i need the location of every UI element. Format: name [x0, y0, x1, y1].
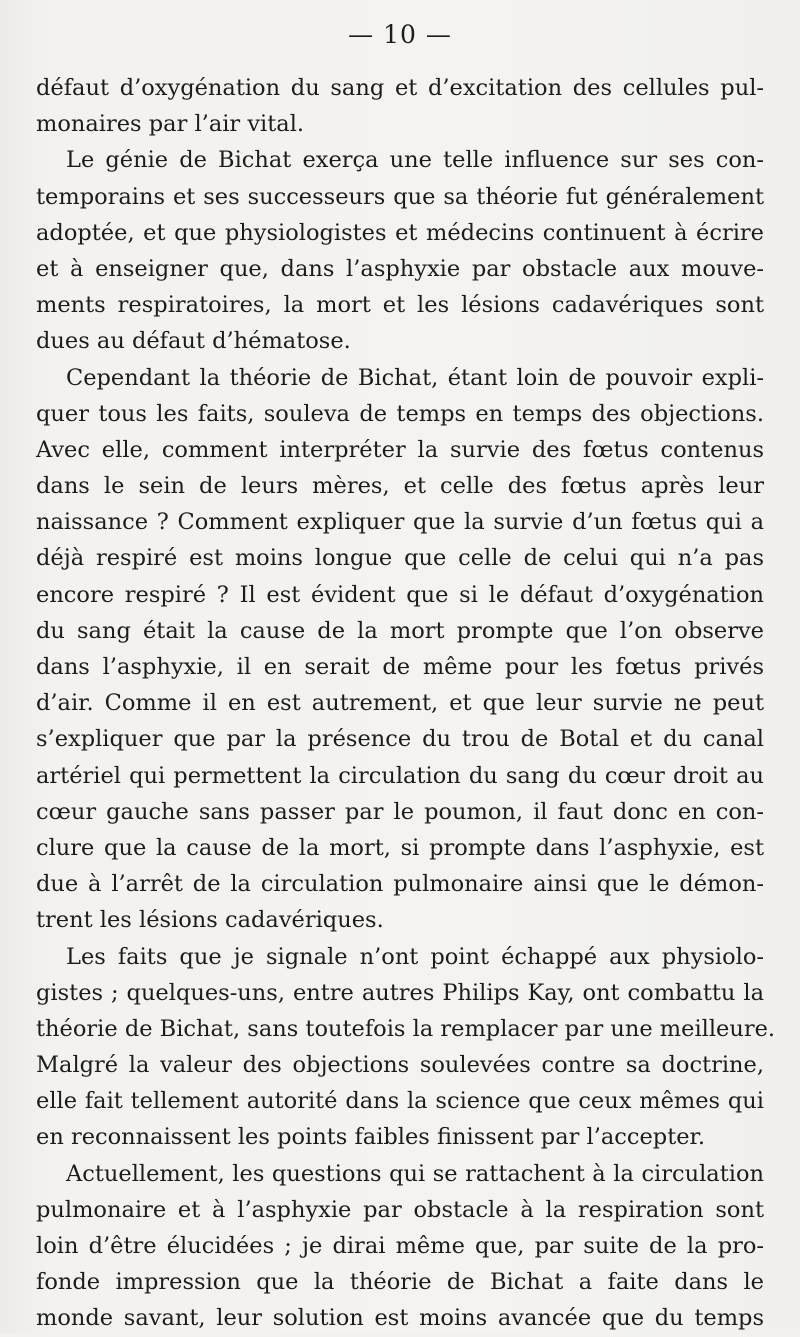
- text-line: Les faits que je signale n’ont point échappé aux physiolo-: [66, 943, 764, 970]
- text-line: cœur gauche sans passer par le poumon, il faut donc en con-: [36, 798, 764, 825]
- text-line: Le génie de Bichat exerça une telle influence sur ses con-: [66, 147, 764, 174]
- text-line: défaut d’oxygénation du sang et d’excitation des cellules pul-: [36, 75, 764, 101]
- text-line: adoptée, et que physiologistes et médecins continuent à écrire: [36, 219, 764, 246]
- text-line: monaires par l’air vital.: [36, 111, 305, 138]
- text-line: gistes ; quelques-uns, entre autres Philips Kay, ont combattu la: [36, 979, 764, 1006]
- body-text: [36, 70, 776, 1337]
- page-number: — 10 —: [348, 20, 452, 49]
- text-line: dans le sein de leurs mères, et celle des fœtus après leur: [36, 473, 764, 500]
- text-line: Actuellement, les questions qui se rattachent à la circulation: [66, 1160, 764, 1187]
- text-line: due à l’arrêt de la circulation pulmonaire ainsi que le démon-: [36, 871, 764, 898]
- text-line: artériel qui permettent la circulation du sang du cœur droit au: [36, 762, 764, 789]
- text-line: pulmonaire et à l’asphyxie par obstacle à la respiration sont: [36, 1196, 764, 1223]
- text-line: clure que la cause de la mort, si prompte dans l’asphyxie, est: [36, 834, 764, 861]
- text-line: d’air. Comme il en est autrement, et que leur survie ne peut: [36, 690, 764, 717]
- text-line: Cependant la théorie de Bichat, étant loin de pouvoir expli-: [66, 364, 764, 391]
- text-line: et à enseigner que, dans l’asphyxie par obstacle aux mouve-: [36, 255, 764, 282]
- text-line: théorie de Bichat, sans toutefois la remplacer par une meilleure.: [36, 1015, 776, 1042]
- text-line: trent les lésions cadavériques.: [36, 907, 384, 934]
- paragraph: [36, 360, 764, 939]
- text-line: en reconnaissent les points faibles finissent par l’accepter.: [36, 1124, 705, 1151]
- text-line: Avec elle, comment interpréter la survie des fœtus contenus: [36, 436, 764, 463]
- text-line: loin d’être élucidées ; je dirai même que, par suite de la pro-: [36, 1233, 764, 1259]
- text-line: ments respiratoires, la mort et les lésions cadavériques sont: [36, 292, 764, 319]
- text-line: encore respiré ? Il est évident que si le défaut d’oxygénation: [36, 581, 764, 608]
- paragraph: [36, 142, 764, 359]
- text-line: dans l’asphyxie, il en serait de même pour les fœtus privés: [36, 654, 764, 680]
- text-line: quer tous les faits, souleva de temps en temps des objections.: [36, 400, 764, 427]
- paragraph: [36, 1156, 764, 1337]
- text-line: du sang était la cause de la mort prompte que l’on observe: [36, 617, 764, 644]
- text-line: temporains et ses successeurs que sa théorie fut généralement: [36, 183, 764, 210]
- text-line: dues au défaut d’hématose.: [36, 328, 351, 355]
- text-line: Malgré la valeur des objections soulevées contre sa doctrine,: [36, 1052, 764, 1079]
- text-line: déjà respiré est moins longue que celle de celui qui n’a pas: [36, 545, 764, 572]
- text-line: elle fait tellement autorité dans la science que ceux mêmes qui: [36, 1088, 764, 1115]
- text-line: s’expliquer que par la présence du trou de Botal et du canal: [36, 726, 764, 753]
- text-line: fonde impression que la théorie de Bichat a faite dans le: [36, 1269, 764, 1296]
- paragraph: [36, 70, 764, 142]
- paragraph: [36, 939, 776, 1156]
- text-line: naissance ? Comment expliquer que la survie d’un fœtus qui a: [36, 509, 764, 536]
- text-line: monde savant, leur solution est moins avancée que du temps: [36, 1305, 764, 1332]
